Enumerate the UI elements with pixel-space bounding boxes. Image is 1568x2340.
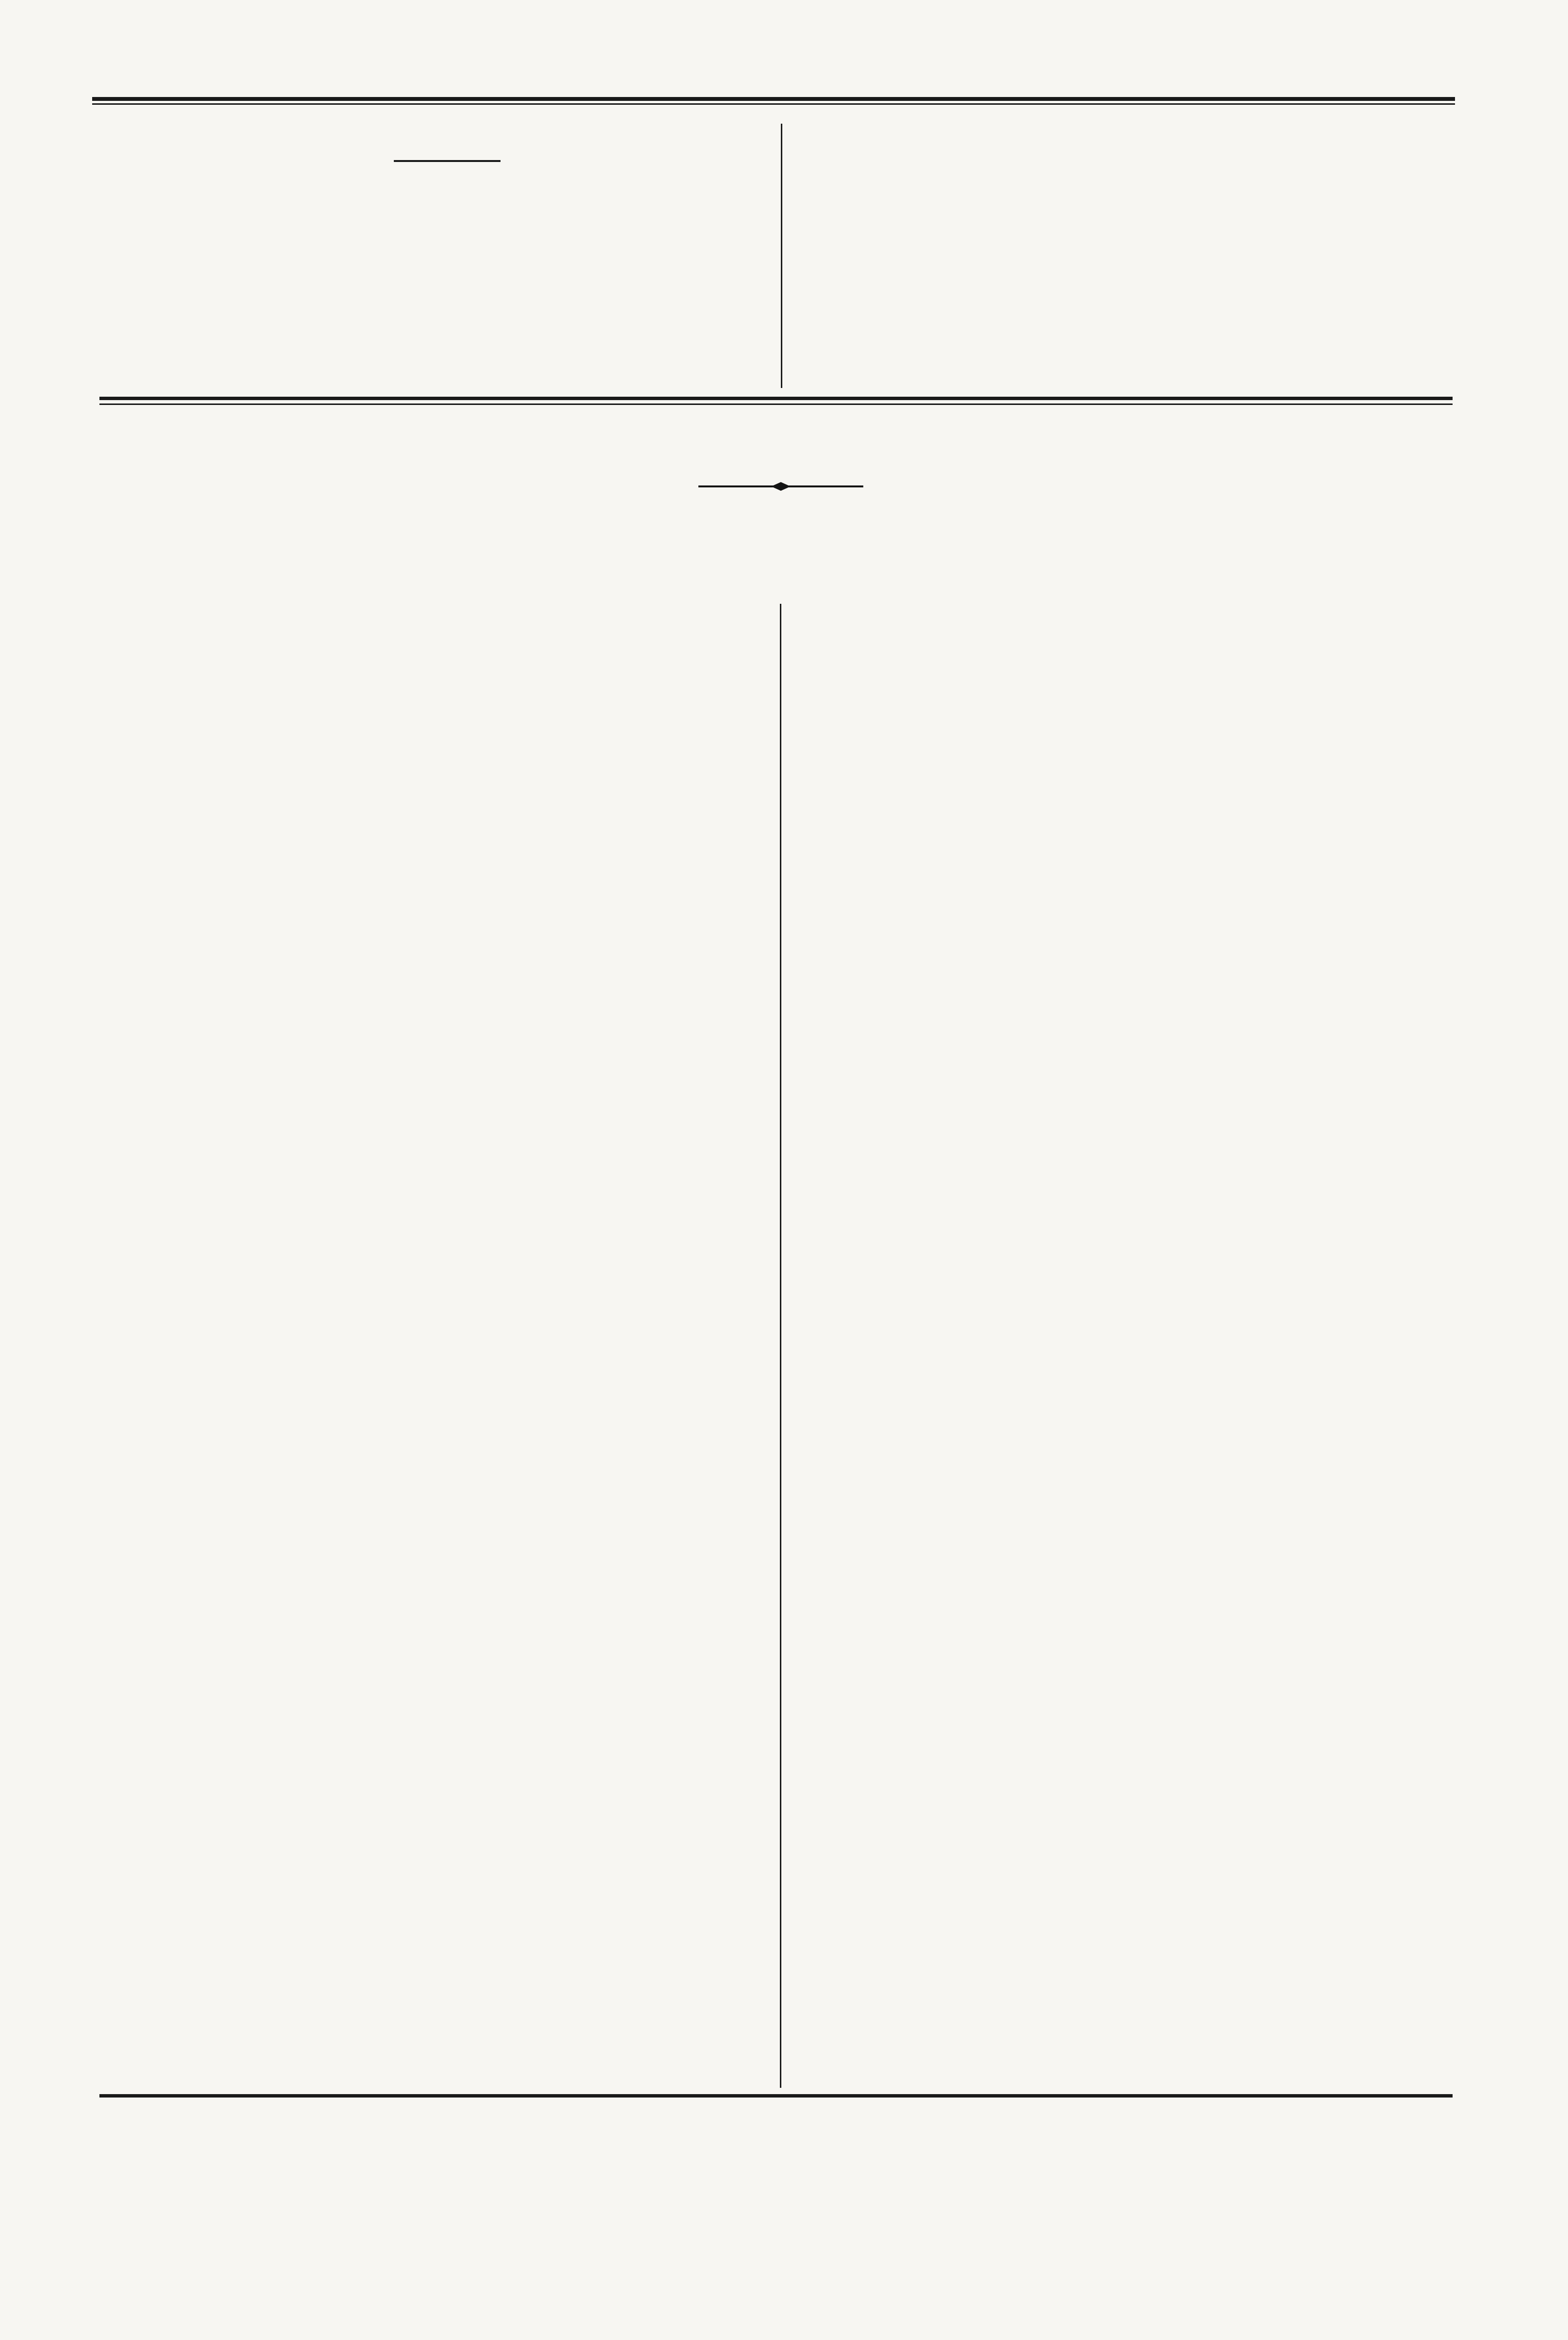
section-rule-top-thin bbox=[99, 403, 1453, 405]
column-divider-subs bbox=[780, 604, 781, 2088]
south-column bbox=[799, 609, 1447, 618]
grace-ad-title bbox=[99, 2104, 1453, 2181]
paeroa-divider bbox=[394, 160, 501, 162]
header-rule bbox=[92, 97, 1455, 101]
section-rule-top bbox=[99, 397, 1453, 400]
subscriptions-ornament bbox=[698, 482, 863, 491]
auckland-column bbox=[111, 609, 763, 611]
column-divider-top bbox=[781, 124, 782, 388]
header-rule-thin bbox=[92, 103, 1455, 105]
section-rule-ad bbox=[99, 2094, 1453, 2098]
